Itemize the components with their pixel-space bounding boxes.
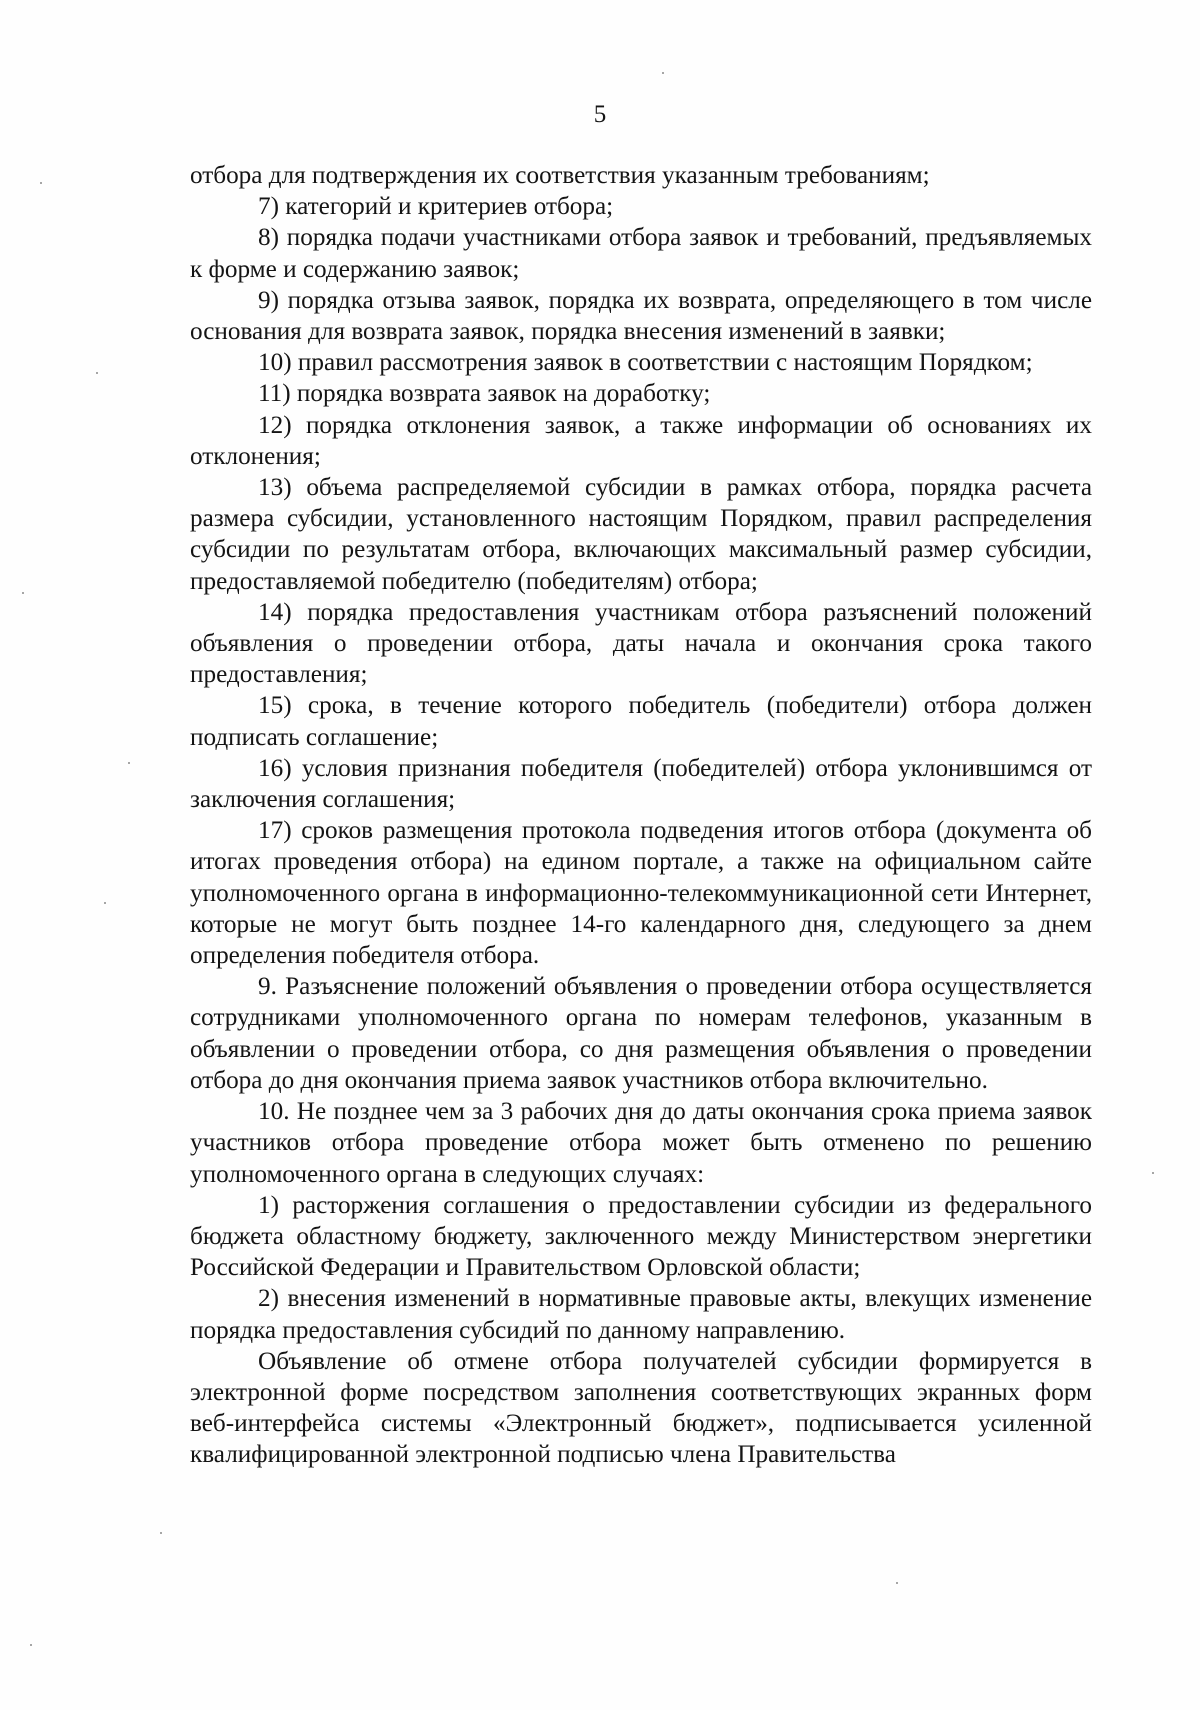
scan-speck xyxy=(662,72,664,74)
section-10-paragraph: 10. Не позднее чем за 3 рабочих дня до даты окончания срока приема заявок участников отбора проведение отбора может быть отменено по решению уполномоченного органа в следующих случаях: xyxy=(190,1098,1092,1188)
document-body xyxy=(190,160,1092,1471)
list-item-14: 14) порядка предоставления участникам отбора разъяснений положений объявления о проведении отбора, даты начала и окончания срока такого предоставления; xyxy=(190,598,1092,689)
section-10-item-2: 2) внесения изменений в нормативные правовые акты, влекущих изменение порядка предоставления субсидий по данному направлению. xyxy=(190,1285,1092,1344)
list-item-11: 11) порядка возврата заявок на доработку; xyxy=(258,380,711,408)
section-10-item-1: 1) расторжения соглашения о предоставлении субсидии из федерального бюджета областному бюджету, заключенного между Министерством энергетики Российской Федерации и Правительством Орловской области; xyxy=(190,1191,1092,1282)
page-number: 5 xyxy=(593,101,607,128)
scan-speck xyxy=(1152,1172,1154,1174)
list-item-13: 13) объема распределяемой субсидии в рамках отбора, порядка расчета размера субсидии, установленного настоящим Порядком, правил распределения субсидии по результатам отбора, включающих максимальный размер субсидии, предоставляемой победителю (победителям) отбора; xyxy=(190,474,1092,595)
list-item-10: 10) правил рассмотрения заявок в соответствии с настоящим Порядком; xyxy=(258,349,1033,377)
scan-speck xyxy=(30,1644,32,1646)
list-item-17: 17) сроков размещения протокола подведения итогов отбора (документа об итогах проведения отбора) на едином портале, а также на официальном сайте уполномоченного органа в информационно-телекоммуникационной сети Интернет, которые не могут быть позднее 14-го календарного дня, следующего за днем определения победителя отбора. xyxy=(190,817,1092,970)
cancellation-paragraph: Объявление об отмене отбора получателей субсидии формируется в электронной форме посредством заполнения соответствующих экранных форм веб-интерфейса системы «Электронный бюджет», подписывается усиленной квалифицированной электронной подписью члена Правительства xyxy=(190,1347,1092,1469)
section-9-paragraph: 9. Разъяснение положений объявления о проведении отбора осуществляется сотрудниками уполномоченного органа по номерам телефонов, указанным в объявлении о проведении отбора, со дня размещения объявления о проведении отбора до дня окончания приема заявок участников отбора включительно. xyxy=(190,973,1092,1094)
scan-speck xyxy=(40,182,42,184)
list-item-8: 8) порядка подачи участниками отбора заявок и требований, предъявляемых к форме и содержанию заявок; xyxy=(190,224,1092,283)
list-item-12: 12) порядка отклонения заявок, а также информации об основаниях их отклонения; xyxy=(190,411,1092,470)
scan-speck xyxy=(104,902,106,904)
list-item-15: 15) срока, в течение которого победитель (победители) отбора должен подписать соглашение; xyxy=(190,692,1092,751)
list-item-16: 16) условия признания победителя (победителей) отбора уклонившимся от заключения соглашения; xyxy=(190,754,1092,814)
scan-speck xyxy=(128,762,130,764)
scan-speck xyxy=(22,592,24,594)
paragraph-continuation: отбора для подтверждения их соответствия указанным требованиям; xyxy=(190,162,930,189)
scan-speck xyxy=(160,1532,162,1534)
list-item-9: 9) порядка отзыва заявок, порядка их возврата, определяющего в том числе основания для возврата заявок, порядка внесения изменений в заявки; xyxy=(190,286,1092,346)
scan-speck xyxy=(896,1582,898,1584)
list-item-7: 7) категорий и критериев отбора; xyxy=(258,193,614,221)
scan-speck xyxy=(96,372,98,374)
